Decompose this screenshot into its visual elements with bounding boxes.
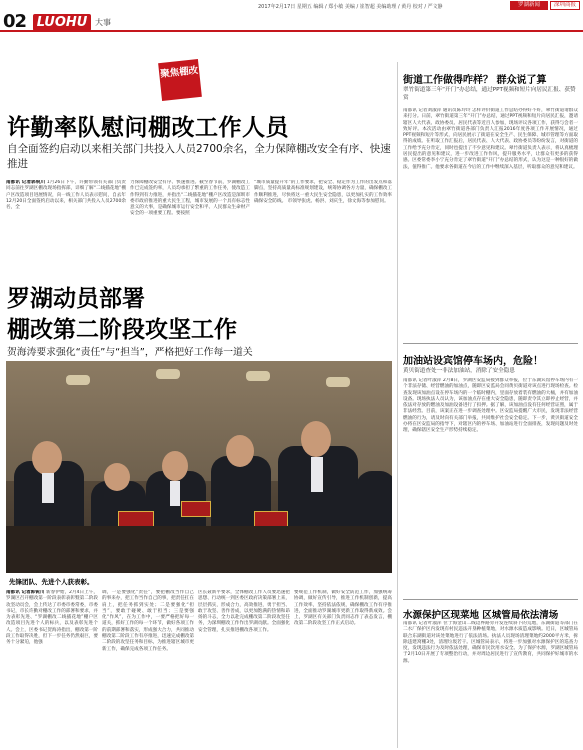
second-article-col1 [6, 590, 98, 748]
story-divider [403, 599, 578, 600]
second-article-col2: 调，一是要强化“责任”，要把棚改当作自己的事来办，把工作当作自己的事，把责任扛在肩上，把任务抓到实处；二是要强化“担当”，要敢于碰硬、敢于担当；三是要强化“作风”，在为工作中，一要严格把好每一道关，抓好工作的每一个环节，做好各项工作的前期部署和落实，形成强大合力，共同推动棚改第二阶段工作有序推进，迅速完成棚改第二阶段的攻坚任务和目标，为推进辖区城市更新工作，确保完成各项工作任务。 [102, 590, 194, 652]
right-story2-title: 加油站设宾馆停车场内，危险！ [403, 356, 543, 367]
masthead-logo-secondary: 深圳商报 [550, 1, 580, 10]
lead-article-col2: 力保障棚改安全有序、快速推进。截至春节前，罗湖棚改工作已完成签约率，人员均承担了繁重的工作任务，使改造工作得到有力推进，并指出“二线插花地”棚户区改造是深圳市委市政府推进的重大民生工程，城市发展的一个具有标志性意义的大事，是确保城市运行安全和平、人民群众生命财产安全的一项重要工程。要按照 [130, 180, 250, 217]
lead-byline: 南都讯 记者郭锐川 [6, 180, 46, 185]
story-divider [403, 343, 578, 344]
right-story3-title: 水源保护区现菜地 区城管局依法清场 [403, 610, 559, 621]
right-story3-body: 南都讯 记者叶淑萍 位于海金山二线边界路旁开发连续斜下的荒地，东湖街道等部门在二水厂保护区内发现有村民违法开垦种植菜地，对水源水质造成影响。近日，区城管局联合东湖街道对该处菜地进行了依法清场。执法人员现场清理菜地约2000平方米，拆除违建窝棚3处，清理垃圾若干。区城管局表示，将进一步加强对水源保护区的巡查力度，发现违法行为及时依法处理，确保市民饮用水安全。为了保护水源，罗湖区城管局于2月10日开展了专项整治行动，并对周边居民进行了宣传教育，共同保护好城市的水源。 [403, 621, 578, 664]
lead-col1-text: 1月26日下午，许勤带领有关部门负责同志前往罗湖区棚改现场指挥部，详细了解“二线插花地”棚户区改造项目进展情况，向一线工作人员表示慰问，自去年12月20日全面签约启动以来，相关部门共投入人员2700余名，全 [6, 180, 126, 211]
second-byline: 南都讯 记者郭锐川 [6, 590, 45, 595]
right-story1-body: 南都讯 记者刘淑萍 通讯员陈玲玲 怎样评价街道工作总结办得好不好，翠竹街道请群众来打分。日前，翠竹街道第三年“开门”办总结，通过PPT视频和短片向居民汇报，邀请辖区人大代表、政协委员、居民代表等近百人参加，现场评议各项工作，获得与会者一致好评。本次活动由翠竹街道各部门负责人汇报2016年度各项工作开展情况，通过PPT视频和短片等形式，向居民展示了街道在安全生产、民生保障、城市管理等方面取得的成绩。在听取工作汇报后，居民代表、人大代表、政协委员等纷纷发言，对街道的工作给予充分肯定，同时也提出了不少意见和建议。翠竹街道负责人表示，将认真梳理居民提出的意见和建议，进一步改进工作作风，提升服务水平，让群众有更多的获得感。区委常委李小宁充分肯定了翠竹街道“开门”办总结的形式，认为这是一种很好的做法，值得推广。他要求各街道在今后的工作中继续深入基层，听取群众的意见和建议。 [403, 108, 578, 170]
topic-tag: 聚焦棚改 [158, 59, 202, 101]
lead-headline: 许勤率队慰问棚改工作人员 [7, 115, 289, 141]
second-headline-line1: 罗湖动员部署 [7, 286, 145, 312]
lead-subheadline: 自全面签约启动以来相关部门共投入人员2700余名，全力保障棚改安全有序、快速推进 [7, 143, 391, 170]
right-story2-subtitle: 黄贝街道查处一非法加油站，消除了安全隐患 [403, 368, 515, 374]
lead-article-col3: “城市质量提升年”的工作要求，把安全、稳定作为工作的出发点和落脚点，坚持高质量高标准规划建设，统筹协调各方力量，确保棚改工作顺利推进，尽快将这一重大民生安全隐患，以更加扎实的工作效率确保安全防线。 市领导张虎、杨洪、刘庆生，徐文海等参加慰问。 [254, 180, 392, 204]
header-info: 2017年2月17日 星期五 编辑 / 郑小敏 美编 / 崔智超 美编助理 / 黄丹 校对 / 严文静 [258, 4, 443, 10]
photo-caption: 先锋团队、先进个人获表彰。 [9, 578, 94, 586]
column-divider [397, 62, 398, 748]
page-number: 02 [3, 11, 27, 32]
event-photo [6, 361, 392, 573]
lead-article-col1 [6, 180, 126, 260]
right-story1-title: 街道工作做得咋样？ 群众说了算 [403, 75, 547, 86]
second-article-col3: 区长聂新平要求，全体棚改工作人员要迅速把思想、行动统一到区委区政府决策部署上来，层层抓实，形成合力，高效推进，勇于担当、敢于攻坚、善作善成，以更加饱满的热情和昂扬的斗志，全力以赴完成棚改第二阶段攻坚任务，为深圳棚改工作作出罗湖贡献。全面强化安全管理，扎实推进棚改各项工作。 [198, 590, 290, 633]
second-subheadline: 贺海涛要求强化“责任”与“担当”，严格把好工作每一道关 [7, 347, 253, 358]
masthead-logo: 罗湖新闻 [510, 1, 548, 10]
second-col1-text: 新春伊始，2月4日上午，罗湖区召开棚改第一阶段表彰表彰暨第二阶段攻坚动员会，会上传达了市委市委常委，市委书记，市长许勤对棚改工作的部署和要求，并为表彰先进、“罗湖棚改二线插花地”棚户区改造项目先进个人的标兵，以及表彰先进个人。会上，区委书记贺海涛指出，棚改第一阶段工作取得决胜，但下一步任务仍然艰巨，要务十分紧迫，他强 [6, 590, 98, 646]
second-headline-line2: 棚改第二阶段攻坚工作 [7, 317, 237, 343]
second-article-col4: 要规范工作机制，做好安全防范工作，加强统筹协调，做好宣传引导，推进工作机制创新，提高工作效率，坚持依法依规，确保棚改工作有序推进，全面推动罗湖城市更新工作取得新成效。会上，罗湖区有关部门负责同志作了表态发言，棚改第二阶段攻坚工作正式启动。 [294, 590, 392, 627]
section-badge: LUOHU [33, 14, 91, 31]
section-category: 大事 [95, 18, 111, 27]
right-story2-body: 南都讯 记者叶淑萍 2月8日，罗湖区安监局接到群众举报，位于东湖宾馆停车场内有一个非法存储、经营燃油的加油点，随即区安监局会同黄贝街道对该点进行现场检查。检查发现该加油点设在停车场内的一个临时棚内，里面存放着装有燃油的大桶，并有加油设备。现场执法人员认为，该加油点存在重大安全隐患，随即责令其立即停止经营，并依法对存放的燃油及加油设备进行了扣押。据了解，该加油点没有任何经营证照，属于非法经营。目前，该案正在进一步调查处理中。区安监局提醒广大市民，发现非法经营燃油的行为，请及时向有关部门举报，共同维护社会安全稳定。下一步，黄贝街道安全办将在区安监局的指导下，对辖区内的停车场、加油站进行全面排查，发现问题及时处理，确保辖区安全生产形势持续稳定。 [403, 378, 578, 434]
right-story1-subtitle: 翠竹街道第三年“开门”办总结，通过PPT视频和短片向居民汇报、获赞赏 [403, 87, 576, 101]
